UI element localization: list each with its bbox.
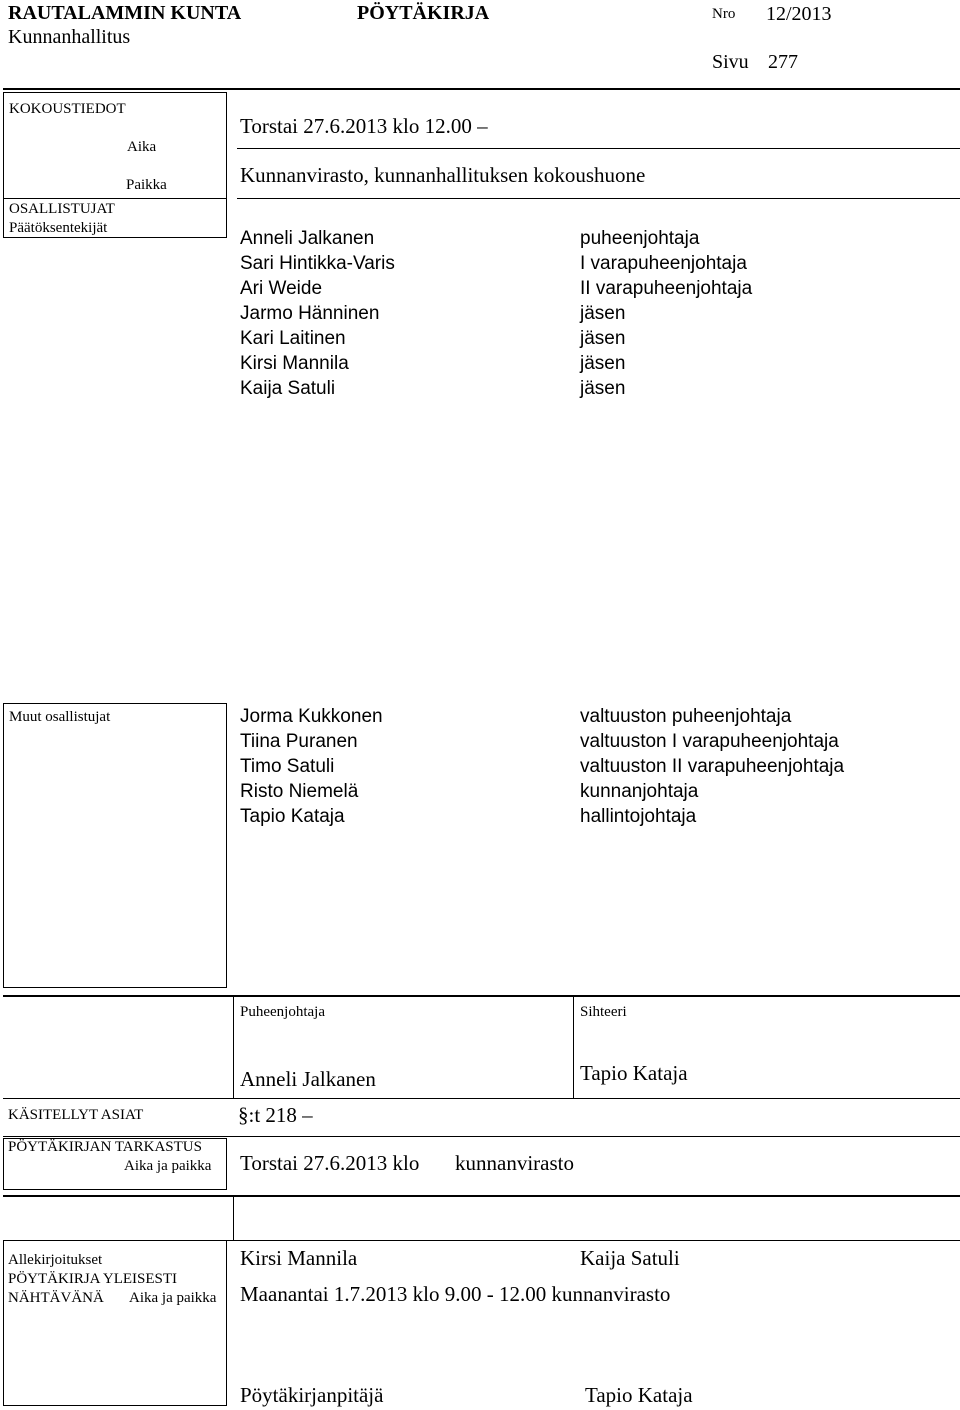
chair-name: Anneli Jalkanen — [240, 1067, 376, 1091]
place-label: Paikka — [126, 177, 167, 193]
list-item: Sari Hintikka-Varis — [240, 253, 395, 274]
list-item: jäsen — [580, 378, 626, 399]
public-label-line1: PÖYTÄKIRJA YLEISESTI — [8, 1271, 178, 1287]
secretary-label: Sihteeri — [580, 1004, 627, 1020]
approval-divider — [233, 1197, 234, 1240]
place-rule — [237, 198, 960, 199]
list-item: Tiina Puranen — [240, 731, 358, 752]
list-item: jäsen — [580, 328, 626, 349]
municipality-name: RAUTALAMMIN KUNTA — [8, 2, 242, 24]
review-sublabel: Aika ja paikka — [124, 1158, 212, 1174]
decision-maker-names — [240, 226, 395, 401]
document-type: PÖYTÄKIRJA — [357, 2, 490, 24]
other-participant-names — [240, 704, 383, 829]
public-viewing-value: Maanantai 1.7.2013 klo 9.00 - 12.00 kunnanvirasto — [240, 1282, 671, 1306]
approval-rule — [3, 1240, 960, 1241]
list-item: valtuuston puheenjohtaja — [580, 706, 792, 727]
list-item: Jarmo Hänninen — [240, 303, 380, 324]
list-item: kunnanjohtaja — [580, 781, 699, 802]
others-box — [3, 703, 227, 988]
chair-label: Puheenjohtaja — [240, 1004, 325, 1020]
signature-section-rule — [3, 995, 960, 997]
secretary-name: Tapio Kataja — [580, 1061, 688, 1085]
meeting-place: Kunnanvirasto, kunnanhallituksen kokoushuone — [240, 163, 646, 187]
list-item: Jorma Kukkonen — [240, 706, 383, 727]
participants-section-label: OSALLISTUJAT — [9, 201, 115, 217]
approval-signer-1: Kirsi Mannila — [240, 1246, 358, 1270]
handled-rule — [3, 1136, 960, 1137]
handled-items-label: KÄSITELLYT ASIAT — [8, 1107, 144, 1123]
time-rule — [237, 148, 960, 149]
public-label-line2: NÄHTÄVÄNÄ — [8, 1290, 104, 1306]
review-place: kunnanvirasto — [455, 1151, 574, 1175]
list-item: jäsen — [580, 303, 626, 324]
review-label: PÖYTÄKIRJAN TARKASTUS — [8, 1139, 202, 1155]
time-label: Aika — [127, 139, 157, 155]
body-name: Kunnanhallitus — [8, 26, 131, 48]
list-item: hallintojohtaja — [580, 806, 697, 827]
list-item: Kaija Satuli — [240, 378, 336, 399]
keeper-name: Tapio Kataja — [585, 1383, 693, 1407]
header-rule — [3, 88, 960, 90]
approval-signer-2: Kaija Satuli — [580, 1246, 680, 1270]
page-label: Sivu — [712, 51, 749, 73]
list-item: Kari Laitinen — [240, 328, 346, 349]
list-item: Timo Satuli — [240, 756, 335, 777]
public-sublabel: Aika ja paikka — [129, 1290, 217, 1306]
list-item: Tapio Kataja — [240, 806, 345, 827]
signature-divider-left — [233, 995, 234, 1098]
nro-value: 12/2013 — [766, 3, 832, 25]
meeting-section-label: KOKOUSTIEDOT — [9, 101, 126, 117]
list-item: II varapuheenjohtaja — [580, 278, 753, 299]
list-item: Anneli Jalkanen — [240, 228, 375, 249]
decision-makers-label: Päätöksentekijät — [9, 220, 108, 236]
list-item: jäsen — [580, 353, 626, 374]
list-item: I varapuheenjohtaja — [580, 253, 747, 274]
keeper-label: Pöytäkirjanpitäjä — [240, 1383, 384, 1407]
list-item: valtuuston I varapuheenjohtaja — [580, 731, 839, 752]
page-number: 277 — [768, 51, 798, 73]
review-rule — [3, 1195, 960, 1197]
review-time: Torstai 27.6.2013 klo — [240, 1151, 420, 1175]
list-item: Ari Weide — [240, 278, 323, 299]
list-item: Kirsi Mannila — [240, 353, 349, 374]
signature-divider-mid — [573, 995, 574, 1098]
list-item: valtuuston II varapuheenjohtaja — [580, 756, 845, 777]
decision-maker-roles — [580, 226, 752, 401]
approval-label: Allekirjoitukset — [8, 1252, 103, 1268]
nro-label: Nro — [712, 6, 736, 22]
list-item: Risto Niemelä — [240, 781, 359, 802]
handled-items-value: §:t 218 – — [238, 1103, 313, 1127]
signature-rule — [3, 1098, 960, 1099]
meeting-time: Torstai 27.6.2013 klo 12.00 – — [240, 114, 488, 138]
list-item: puheenjohtaja — [580, 228, 700, 249]
other-participants-label: Muut osallistujat — [9, 709, 111, 725]
other-participant-roles — [580, 704, 844, 829]
meeting-box-divider — [3, 198, 227, 199]
